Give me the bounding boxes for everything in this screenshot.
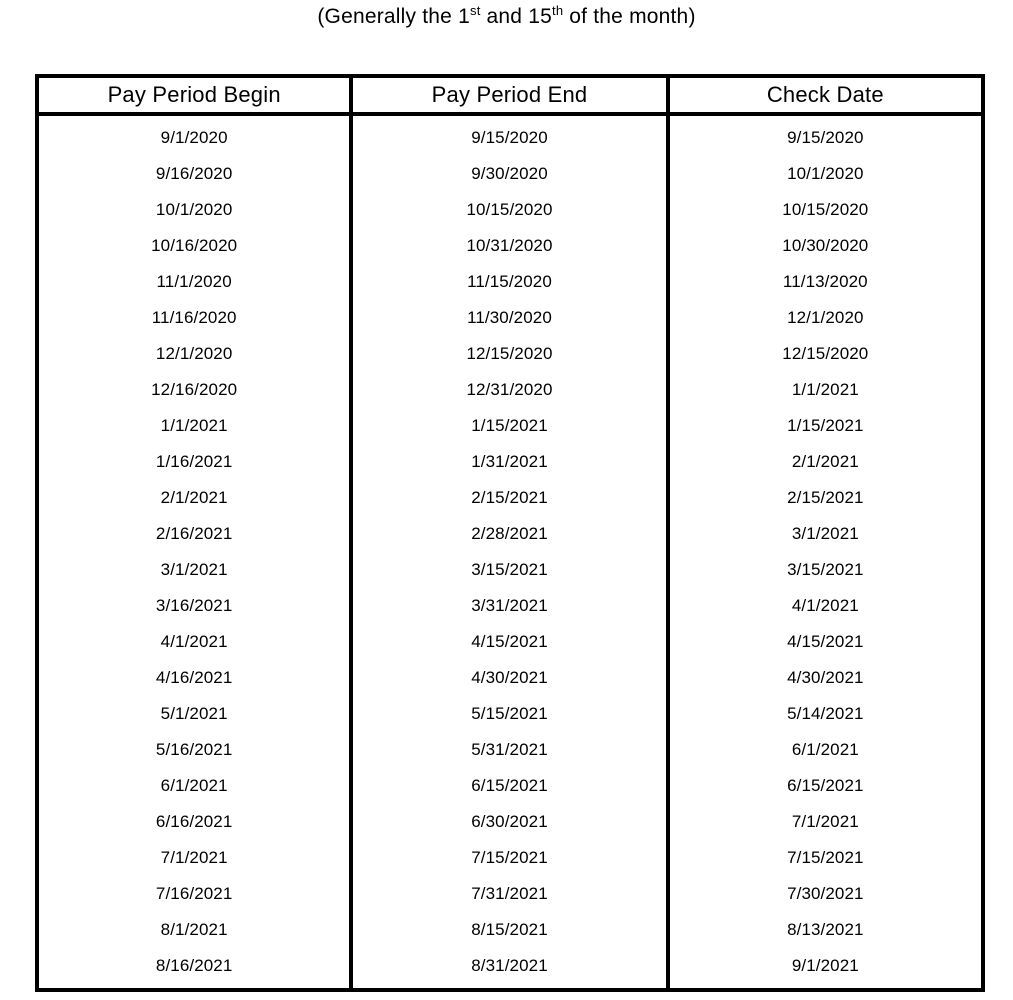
table-row	[37, 624, 983, 660]
cell-pay-period-end: 12/31/2020	[351, 372, 667, 408]
table-row	[37, 912, 983, 948]
cell-pay-period-begin: 4/16/2021	[37, 660, 351, 696]
cell-check-date: 2/15/2021	[787, 488, 864, 507]
table-header	[37, 76, 983, 114]
cell-pay-period-begin: 9/1/2020	[37, 114, 351, 156]
column-header-pay-period-end: Pay Period End	[351, 76, 667, 114]
cell-check-date: 10/30/2020	[782, 236, 869, 255]
title-second-day-suffix: th	[552, 3, 564, 18]
cell-check-date: 6/15/2021	[787, 776, 864, 795]
table-row	[37, 552, 983, 588]
cell-check-date: 4/15/2021	[787, 632, 864, 651]
cell-pay-period-end: 1/31/2021	[351, 444, 667, 480]
table-row	[37, 732, 983, 768]
cell-check-date: 1/1/2021	[791, 380, 859, 399]
cell-pay-period-end: 2/28/2021	[351, 516, 667, 552]
table-row	[37, 696, 983, 732]
table-row	[37, 588, 983, 624]
cell-check-date: 11/13/2020	[782, 272, 868, 291]
cell-pay-period-begin: 11/16/2020	[37, 300, 351, 336]
cell-check-date: 4/1/2021	[791, 596, 859, 615]
cell-pay-period-end: 2/15/2021	[351, 480, 667, 516]
cell-check-date: 1/15/2021	[787, 416, 864, 435]
table-row	[37, 444, 983, 480]
table-row	[37, 192, 983, 228]
cell-pay-period-end: 3/15/2021	[351, 552, 667, 588]
table-row	[37, 114, 983, 156]
page-title	[0, 2, 1013, 32]
cell-pay-period-begin: 7/16/2021	[37, 876, 351, 912]
cell-check-date: 8/13/2021	[787, 920, 864, 939]
cell-pay-period-end: 9/15/2020	[351, 114, 667, 156]
cell-pay-period-begin: 12/16/2020	[37, 372, 351, 408]
cell-pay-period-begin: 6/16/2021	[37, 804, 351, 840]
cell-check-date: 9/15/2020	[787, 128, 864, 147]
cell-check-date: 3/1/2021	[791, 524, 859, 543]
cell-pay-period-begin: 2/16/2021	[37, 516, 351, 552]
cell-pay-period-end: 5/15/2021	[351, 696, 667, 732]
cell-pay-period-end: 3/31/2021	[351, 588, 667, 624]
table-row	[37, 660, 983, 696]
cell-pay-period-end: 4/15/2021	[351, 624, 667, 660]
cell-check-date: 9/1/2021	[791, 956, 859, 975]
title-first-day-suffix: st	[469, 3, 481, 18]
cell-pay-period-end: 9/30/2020	[351, 156, 667, 192]
table-row	[37, 408, 983, 444]
table-row	[37, 156, 983, 192]
cell-pay-period-end: 6/15/2021	[351, 768, 667, 804]
table-row	[37, 480, 983, 516]
cell-check-date: 7/1/2021	[791, 812, 859, 831]
cell-pay-period-end: 7/15/2021	[351, 840, 667, 876]
cell-pay-period-begin: 4/1/2021	[37, 624, 351, 660]
cell-pay-period-begin: 6/1/2021	[37, 768, 351, 804]
table-row	[37, 516, 983, 552]
cell-pay-period-end: 7/31/2021	[351, 876, 667, 912]
table-row	[37, 768, 983, 804]
cell-pay-period-end: 12/15/2020	[351, 336, 667, 372]
cell-pay-period-end: 8/31/2021	[351, 948, 667, 990]
cell-pay-period-end: 11/15/2020	[351, 264, 667, 300]
cell-check-date: 7/15/2021	[787, 848, 864, 867]
cell-pay-period-end: 11/30/2020	[351, 300, 667, 336]
cell-pay-period-end: 10/15/2020	[351, 192, 667, 228]
cell-pay-period-end: 10/31/2020	[351, 228, 667, 264]
table-row	[37, 228, 983, 264]
title-middle: and	[480, 5, 529, 28]
cell-pay-period-begin: 2/1/2021	[37, 480, 351, 516]
cell-check-date: 12/15/2020	[782, 344, 869, 363]
table-row	[37, 876, 983, 912]
table-row	[37, 336, 983, 372]
cell-pay-period-end: 6/30/2021	[351, 804, 667, 840]
table-row	[37, 372, 983, 408]
cell-pay-period-begin: 12/1/2020	[37, 336, 351, 372]
cell-pay-period-end: 1/15/2021	[351, 408, 667, 444]
title-first-day: 1	[458, 5, 470, 28]
pay-schedule-table	[35, 74, 985, 992]
title-prefix: (Generally the	[317, 5, 459, 28]
cell-check-date: 5/14/2021	[787, 704, 864, 723]
table-row	[37, 840, 983, 876]
cell-pay-period-begin: 9/16/2020	[37, 156, 351, 192]
cell-pay-period-end: 8/15/2021	[351, 912, 667, 948]
cell-pay-period-end: 4/30/2021	[351, 660, 667, 696]
cell-pay-period-begin: 8/1/2021	[37, 912, 351, 948]
title-second-day: 15	[528, 5, 552, 28]
cell-pay-period-begin: 10/16/2020	[37, 228, 351, 264]
title-suffix: of the month)	[563, 5, 696, 28]
table-row	[37, 804, 983, 840]
cell-pay-period-end: 5/31/2021	[351, 732, 667, 768]
cell-check-date: 3/15/2021	[787, 560, 864, 579]
cell-pay-period-begin: 10/1/2020	[37, 192, 351, 228]
cell-pay-period-begin: 5/16/2021	[37, 732, 351, 768]
cell-check-date: 10/15/2020	[782, 200, 869, 219]
column-header-check-date: Check Date	[668, 76, 983, 114]
cell-pay-period-begin: 1/16/2021	[37, 444, 351, 480]
table-row	[37, 264, 983, 300]
cell-pay-period-begin: 7/1/2021	[37, 840, 351, 876]
cell-check-date: 2/1/2021	[791, 452, 859, 471]
column-header-pay-period-begin: Pay Period Begin	[37, 76, 351, 114]
table-body	[37, 114, 983, 990]
cell-pay-period-begin: 5/1/2021	[37, 696, 351, 732]
cell-pay-period-begin: 1/1/2021	[37, 408, 351, 444]
cell-check-date: 4/30/2021	[787, 668, 864, 687]
cell-check-date: 6/1/2021	[791, 740, 859, 759]
cell-pay-period-begin: 3/1/2021	[37, 552, 351, 588]
cell-pay-period-begin: 11/1/2020	[37, 264, 351, 300]
header-row	[37, 76, 983, 114]
cell-pay-period-begin: 3/16/2021	[37, 588, 351, 624]
table-row	[37, 948, 983, 990]
table-row	[37, 300, 983, 336]
cell-check-date: 7/30/2021	[787, 884, 864, 903]
cell-pay-period-begin: 8/16/2021	[37, 948, 351, 990]
cell-check-date: 12/1/2020	[787, 308, 864, 327]
cell-check-date: 10/1/2020	[787, 164, 864, 183]
